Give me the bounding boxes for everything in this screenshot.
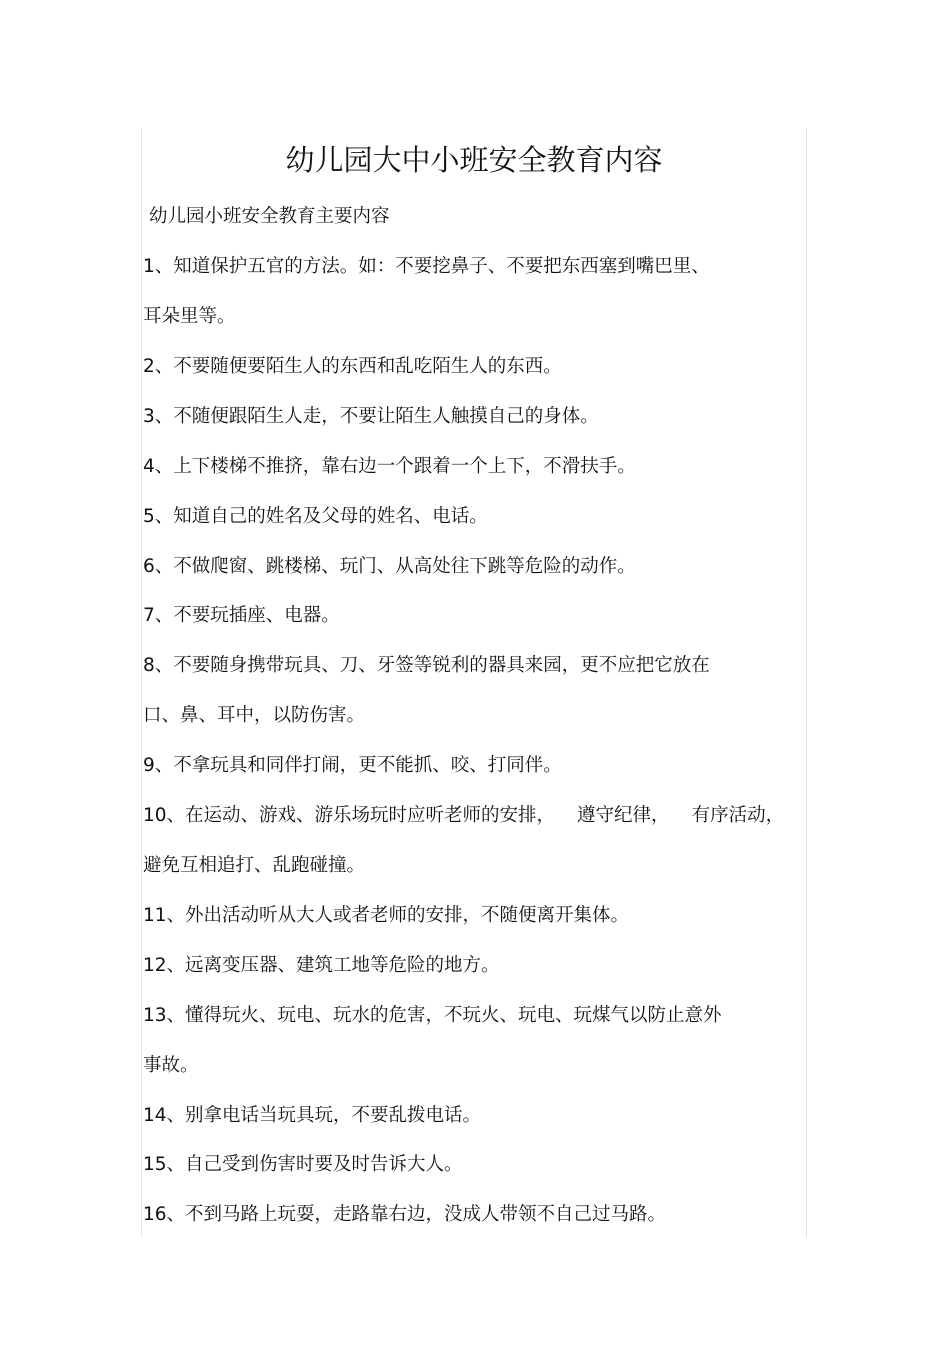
list-item-16: 16、不到马路上玩耍，走路靠右边，没成人带领不自己过马路。 bbox=[143, 1204, 667, 1225]
list-item-10-part-1: 10、在运动、游戏、游乐场玩时应听老师的安排， bbox=[143, 805, 556, 826]
list-item-5: 5、知道自己的姓名及父母的姓名、电话。 bbox=[143, 506, 488, 527]
list-item-13-continued: 事故。 bbox=[143, 1055, 199, 1076]
list-item-12: 12、远离变压器、建筑工地等危险的地方。 bbox=[143, 955, 500, 976]
list-item-14: 14、别拿电话当玩具玩，不要乱拨电话。 bbox=[143, 1105, 482, 1126]
list-item-13: 13、懂得玩火、玩电、玩水的危害，不玩火、玩电、玩煤气以防止意外 bbox=[143, 1005, 722, 1026]
list-item-8-continued: 口、鼻、耳中，以防伤害。 bbox=[143, 705, 366, 726]
document-page bbox=[141, 128, 807, 1238]
list-item-2: 2、不要随便要陌生人的东西和乱吃陌生人的东西。 bbox=[143, 356, 562, 377]
list-item-10-continued: 避免互相追打、乱跑碰撞。 bbox=[143, 855, 366, 876]
list-item-7: 7、不要玩插座、电器。 bbox=[143, 605, 340, 626]
list-item-15: 15、自己受到伤害时要及时告诉大人。 bbox=[143, 1154, 463, 1175]
list-item-1-continued: 耳朵里等。 bbox=[143, 306, 236, 327]
list-item-1: 1、知道保护五官的方法。如：不要挖鼻子、不要把东西塞到嘴巴里、 bbox=[143, 256, 710, 277]
list-item-3: 3、不随便跟陌生人走，不要让陌生人触摸自己的身体。 bbox=[143, 406, 599, 427]
list-item-10-part-2: 遵守纪律， bbox=[577, 805, 670, 826]
list-item-4: 4、上下楼梯不推挤，靠右边一个跟着一个上下，不滑扶手。 bbox=[143, 456, 636, 477]
document-title: 幼儿园大中小班安全教育内容 bbox=[285, 143, 663, 177]
list-item-8: 8、不要随身携带玩具、刀、牙签等锐利的器具来园，更不应把它放在 bbox=[143, 655, 710, 676]
section-subtitle: 幼儿园小班安全教育主要内容 bbox=[149, 206, 390, 227]
list-item-11: 11、外出活动听从大人或者老师的安排，不随便离开集体。 bbox=[143, 905, 630, 926]
list-item-9: 9、不拿玩具和同伴打闹，更不能抓、咬、打同伴。 bbox=[143, 755, 562, 776]
list-item-10-part-3: 有序活动， bbox=[691, 805, 785, 826]
list-item-10 bbox=[143, 802, 784, 830]
list-item-6: 6、不做爬窗、跳楼梯、玩门、从高处往下跳等危险的动作。 bbox=[143, 556, 636, 577]
